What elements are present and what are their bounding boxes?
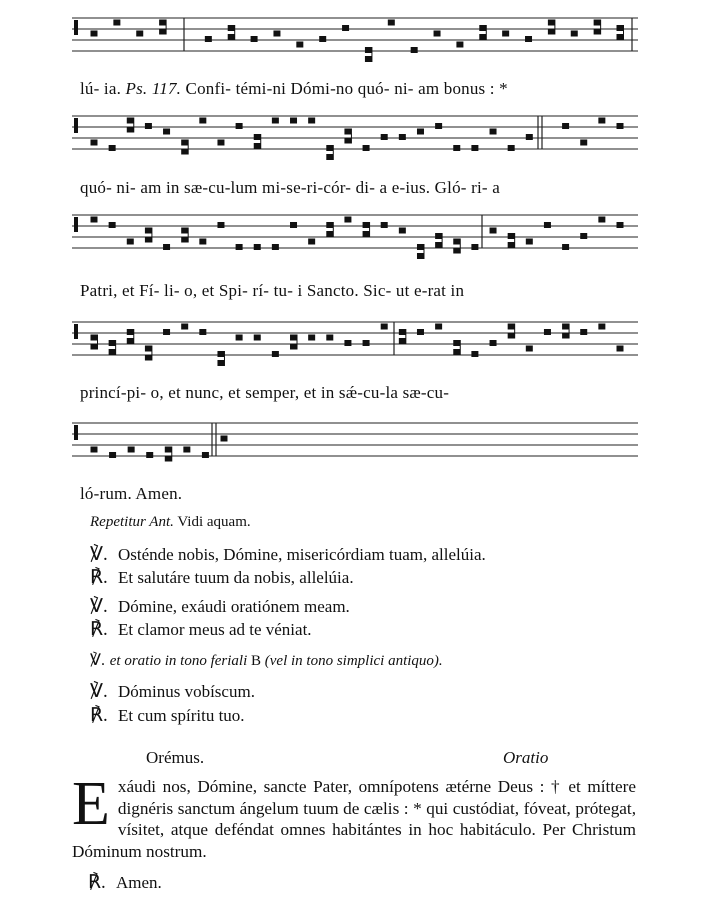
neume-note xyxy=(344,217,351,223)
neume-note xyxy=(91,447,98,453)
neume-note xyxy=(548,29,555,35)
neume-note xyxy=(181,324,188,330)
chant-staff-3 xyxy=(72,212,638,256)
rubric-text-c: (vel in tono simplici antiquo). xyxy=(261,653,443,669)
staff-lines-5 xyxy=(72,420,638,464)
neume-note xyxy=(127,118,134,124)
tone-letter: B xyxy=(251,653,262,669)
neume-note xyxy=(217,351,224,357)
neume-note xyxy=(113,20,120,26)
versicle-symbol: ℣. xyxy=(90,544,108,565)
prayer-paragraph xyxy=(72,770,636,862)
neume-note xyxy=(308,239,315,245)
neume-note xyxy=(617,346,624,352)
neume-note xyxy=(342,25,349,31)
staff-lines-4 xyxy=(72,319,638,363)
clef-icon xyxy=(74,324,78,339)
neume-note xyxy=(228,25,235,31)
neume-note xyxy=(326,335,333,341)
neume-note xyxy=(411,47,418,53)
neume-note xyxy=(91,335,98,341)
neume-note xyxy=(109,340,116,346)
neume-note xyxy=(548,20,555,26)
lyric-text-2: Confi- témi-ni Dómi-no quó- ni- am bonus : * xyxy=(181,79,508,98)
neume-note xyxy=(109,349,116,355)
neume-note xyxy=(363,145,370,151)
neume-note xyxy=(290,118,297,124)
staff-lines-1 xyxy=(72,15,638,59)
response-text: Et cum spíritu tuo. xyxy=(118,706,245,725)
neume-note xyxy=(254,244,261,250)
neume-note xyxy=(435,242,442,248)
neume-note xyxy=(453,248,460,254)
versicle-text: Dóminus vobíscum. xyxy=(118,682,255,701)
clef-icon xyxy=(74,20,78,35)
neume-note xyxy=(344,340,351,346)
neume-note xyxy=(594,20,601,26)
clef-icon xyxy=(74,217,78,232)
lyric-text: princí-pi- o, et nunc, et semper, et in sǽ-cu-la sæ-cu- xyxy=(80,383,450,402)
neume-note xyxy=(580,233,587,239)
neume-note xyxy=(562,244,569,250)
versicle-symbol: ℣. xyxy=(90,596,108,617)
neume-note xyxy=(296,42,303,48)
neume-note xyxy=(290,335,297,341)
versicle-symbol: ℣. xyxy=(90,681,108,702)
oratio-heading: Oratio xyxy=(503,748,549,767)
neume-note xyxy=(562,333,569,339)
versicle-symbol: ℣. xyxy=(90,652,105,669)
neume-note xyxy=(490,129,497,135)
neume-note xyxy=(417,244,424,250)
neume-note xyxy=(326,145,333,151)
lyric-text: ló-rum. Amen. xyxy=(80,484,183,503)
neume-note xyxy=(617,25,624,31)
neume-note xyxy=(254,143,261,149)
neume-note xyxy=(273,31,280,37)
neume-note xyxy=(508,333,515,339)
neume-note xyxy=(109,145,116,151)
neume-note xyxy=(471,351,478,357)
neume-note xyxy=(136,31,143,37)
neume-note xyxy=(199,118,206,124)
neume-note xyxy=(145,123,152,129)
neume-note xyxy=(145,237,152,243)
neume-note xyxy=(381,324,388,330)
neume-note xyxy=(127,127,134,133)
neume-note xyxy=(217,140,224,146)
neume-note xyxy=(598,324,605,330)
neume-note xyxy=(453,340,460,346)
neume-note xyxy=(272,118,279,124)
neume-note xyxy=(326,222,333,228)
oremus-heading: Orémus. xyxy=(146,748,205,767)
neume-note xyxy=(199,329,206,335)
neume-note xyxy=(434,31,441,37)
neume-note xyxy=(145,355,152,361)
neume-note xyxy=(453,239,460,245)
neume-note xyxy=(165,456,172,462)
neume-note xyxy=(91,344,98,350)
rubric-text-a: et oratio in tono feriali xyxy=(106,653,251,669)
neume-note xyxy=(217,360,224,366)
neume-note xyxy=(163,244,170,250)
response-text: Et salutáre tuum da nobis, allelúia. xyxy=(118,568,354,587)
chant-lyric-2 xyxy=(80,178,500,198)
neume-note xyxy=(91,217,98,223)
chant-lyric-3 xyxy=(80,281,464,301)
neume-note xyxy=(617,34,624,40)
staff-lines-3 xyxy=(72,212,638,256)
versicle-1 xyxy=(90,543,486,566)
neume-note xyxy=(183,447,190,453)
response-3 xyxy=(90,704,245,727)
neume-note xyxy=(205,36,212,42)
neume-note xyxy=(435,123,442,129)
neume-note xyxy=(199,239,206,245)
neume-note xyxy=(127,338,134,344)
neume-note xyxy=(365,56,372,62)
neume-note xyxy=(365,47,372,53)
neume-note xyxy=(221,436,228,442)
lyric-text: Patri, et Fí- li- o, et Spi- rí- tu- i Sancto. Sic- ut e-rat in xyxy=(80,281,465,300)
neume-note xyxy=(127,239,134,245)
versicle-text: Osténde nobis, Dómine, misericórdiam tuam, allelúia. xyxy=(118,545,486,564)
neume-note xyxy=(91,140,98,146)
neume-note xyxy=(617,123,624,129)
neume-note xyxy=(479,25,486,31)
neume-note xyxy=(399,228,406,234)
neume-note xyxy=(181,237,188,243)
neume-note xyxy=(502,31,509,37)
neume-note xyxy=(217,222,224,228)
neume-note xyxy=(598,118,605,124)
neume-note xyxy=(526,239,533,245)
neume-note xyxy=(471,244,478,250)
neume-note xyxy=(308,335,315,341)
neume-note xyxy=(127,329,134,335)
neume-note xyxy=(363,222,370,228)
neume-note xyxy=(417,253,424,259)
neume-note xyxy=(326,231,333,237)
neume-note xyxy=(319,36,326,42)
amen-text: Amen. xyxy=(116,873,162,892)
response-symbol: ℟. xyxy=(90,705,108,726)
neume-note xyxy=(399,134,406,140)
neume-note xyxy=(308,118,315,124)
neume-note xyxy=(363,340,370,346)
neume-note xyxy=(544,329,551,335)
neume-note xyxy=(109,452,116,458)
neume-note xyxy=(128,447,135,453)
neume-note xyxy=(181,149,188,155)
clef-icon xyxy=(74,425,78,440)
neume-note xyxy=(571,31,578,37)
chant-lyric-1 xyxy=(80,79,508,99)
neume-note xyxy=(435,324,442,330)
psalm-ref: Ps. 117. xyxy=(125,79,182,98)
lyric-text: lú- ia. xyxy=(80,79,126,98)
drop-cap: E xyxy=(72,770,110,838)
neume-note xyxy=(272,351,279,357)
response-symbol: ℟. xyxy=(90,619,108,640)
neume-note xyxy=(580,329,587,335)
neume-note xyxy=(594,29,601,35)
neume-note xyxy=(145,346,152,352)
neume-note xyxy=(146,452,153,458)
neume-note xyxy=(91,31,98,37)
neume-note xyxy=(490,340,497,346)
neume-note xyxy=(381,134,388,140)
rubric-repetitur xyxy=(90,514,251,531)
neume-note xyxy=(251,36,258,42)
chant-lyric-5 xyxy=(80,484,182,504)
neume-note xyxy=(471,145,478,151)
chant-staff-5 xyxy=(72,420,638,464)
neume-note xyxy=(181,228,188,234)
neume-note xyxy=(435,233,442,239)
neume-note xyxy=(525,36,532,42)
neume-note xyxy=(453,349,460,355)
neume-note xyxy=(479,34,486,40)
neume-note xyxy=(526,134,533,140)
neume-note xyxy=(363,231,370,237)
neume-note xyxy=(236,335,243,341)
response-1 xyxy=(90,566,354,589)
rubric-label: Repetitur Ant. xyxy=(90,514,174,530)
response-2 xyxy=(90,618,312,641)
neume-note xyxy=(344,129,351,135)
neume-note xyxy=(617,222,624,228)
neume-note xyxy=(490,228,497,234)
neume-note xyxy=(326,154,333,160)
response-symbol: ℟. xyxy=(88,872,106,893)
neume-note xyxy=(598,217,605,223)
neume-note xyxy=(417,129,424,135)
neume-note xyxy=(580,140,587,146)
neume-note xyxy=(202,452,209,458)
neume-note xyxy=(562,123,569,129)
neume-note xyxy=(254,134,261,140)
neume-note xyxy=(159,29,166,35)
neume-note xyxy=(272,244,279,250)
neume-note xyxy=(399,338,406,344)
staff-lines-2 xyxy=(72,113,638,157)
neume-note xyxy=(399,329,406,335)
neume-note xyxy=(456,42,463,48)
chant-staff-4 xyxy=(72,319,638,363)
neume-note xyxy=(159,20,166,26)
neume-note xyxy=(508,145,515,151)
neume-note xyxy=(526,346,533,352)
neume-note xyxy=(381,222,388,228)
response-symbol: ℟. xyxy=(90,567,108,588)
response-amen xyxy=(88,871,162,894)
neume-note xyxy=(290,222,297,228)
rubric-oratio-tone xyxy=(90,650,443,670)
neume-note xyxy=(163,329,170,335)
response-text: Et clamor meus ad te véniat. xyxy=(118,620,312,639)
lyric-text: quó- ni- am in sæ-cu-lum mi-se-ri-cór- di- a e-ius. Gló- ri- a xyxy=(80,178,500,197)
versicle-3 xyxy=(90,680,255,703)
neume-note xyxy=(181,140,188,146)
neume-note xyxy=(562,324,569,330)
neume-note xyxy=(109,222,116,228)
neume-note xyxy=(453,145,460,151)
chant-lyric-4 xyxy=(80,383,449,403)
neume-note xyxy=(508,233,515,239)
chant-staff-2 xyxy=(72,113,638,157)
neume-note xyxy=(163,129,170,135)
neume-note xyxy=(508,324,515,330)
prayer-text: xáudi nos, Dómine, sancte Pater, omnípotens ætérne Deus : † et míttere dignéris sanctum ángelum tuum de cælis : * qui custódiat, fóveat, prótegat, vísitet, atque deféndat omnes habitántes in hoc habitáculo. Per Christum Dóminum nostrum. xyxy=(72,777,636,861)
neume-note xyxy=(236,244,243,250)
neume-note xyxy=(344,138,351,144)
neume-note xyxy=(254,335,261,341)
clef-icon xyxy=(74,118,78,133)
chant-staff-1 xyxy=(72,15,638,59)
rubric-text: Vidi aquam. xyxy=(173,514,251,530)
neume-note xyxy=(290,344,297,350)
neume-note xyxy=(145,228,152,234)
neume-note xyxy=(165,447,172,453)
neume-note xyxy=(228,34,235,40)
neume-note xyxy=(508,242,515,248)
neume-note xyxy=(544,222,551,228)
versicle-2 xyxy=(90,595,350,618)
neume-note xyxy=(236,123,243,129)
neume-note xyxy=(417,329,424,335)
neume-note xyxy=(388,20,395,26)
versicle-text: Dómine, exáudi oratiónem meam. xyxy=(118,597,350,616)
